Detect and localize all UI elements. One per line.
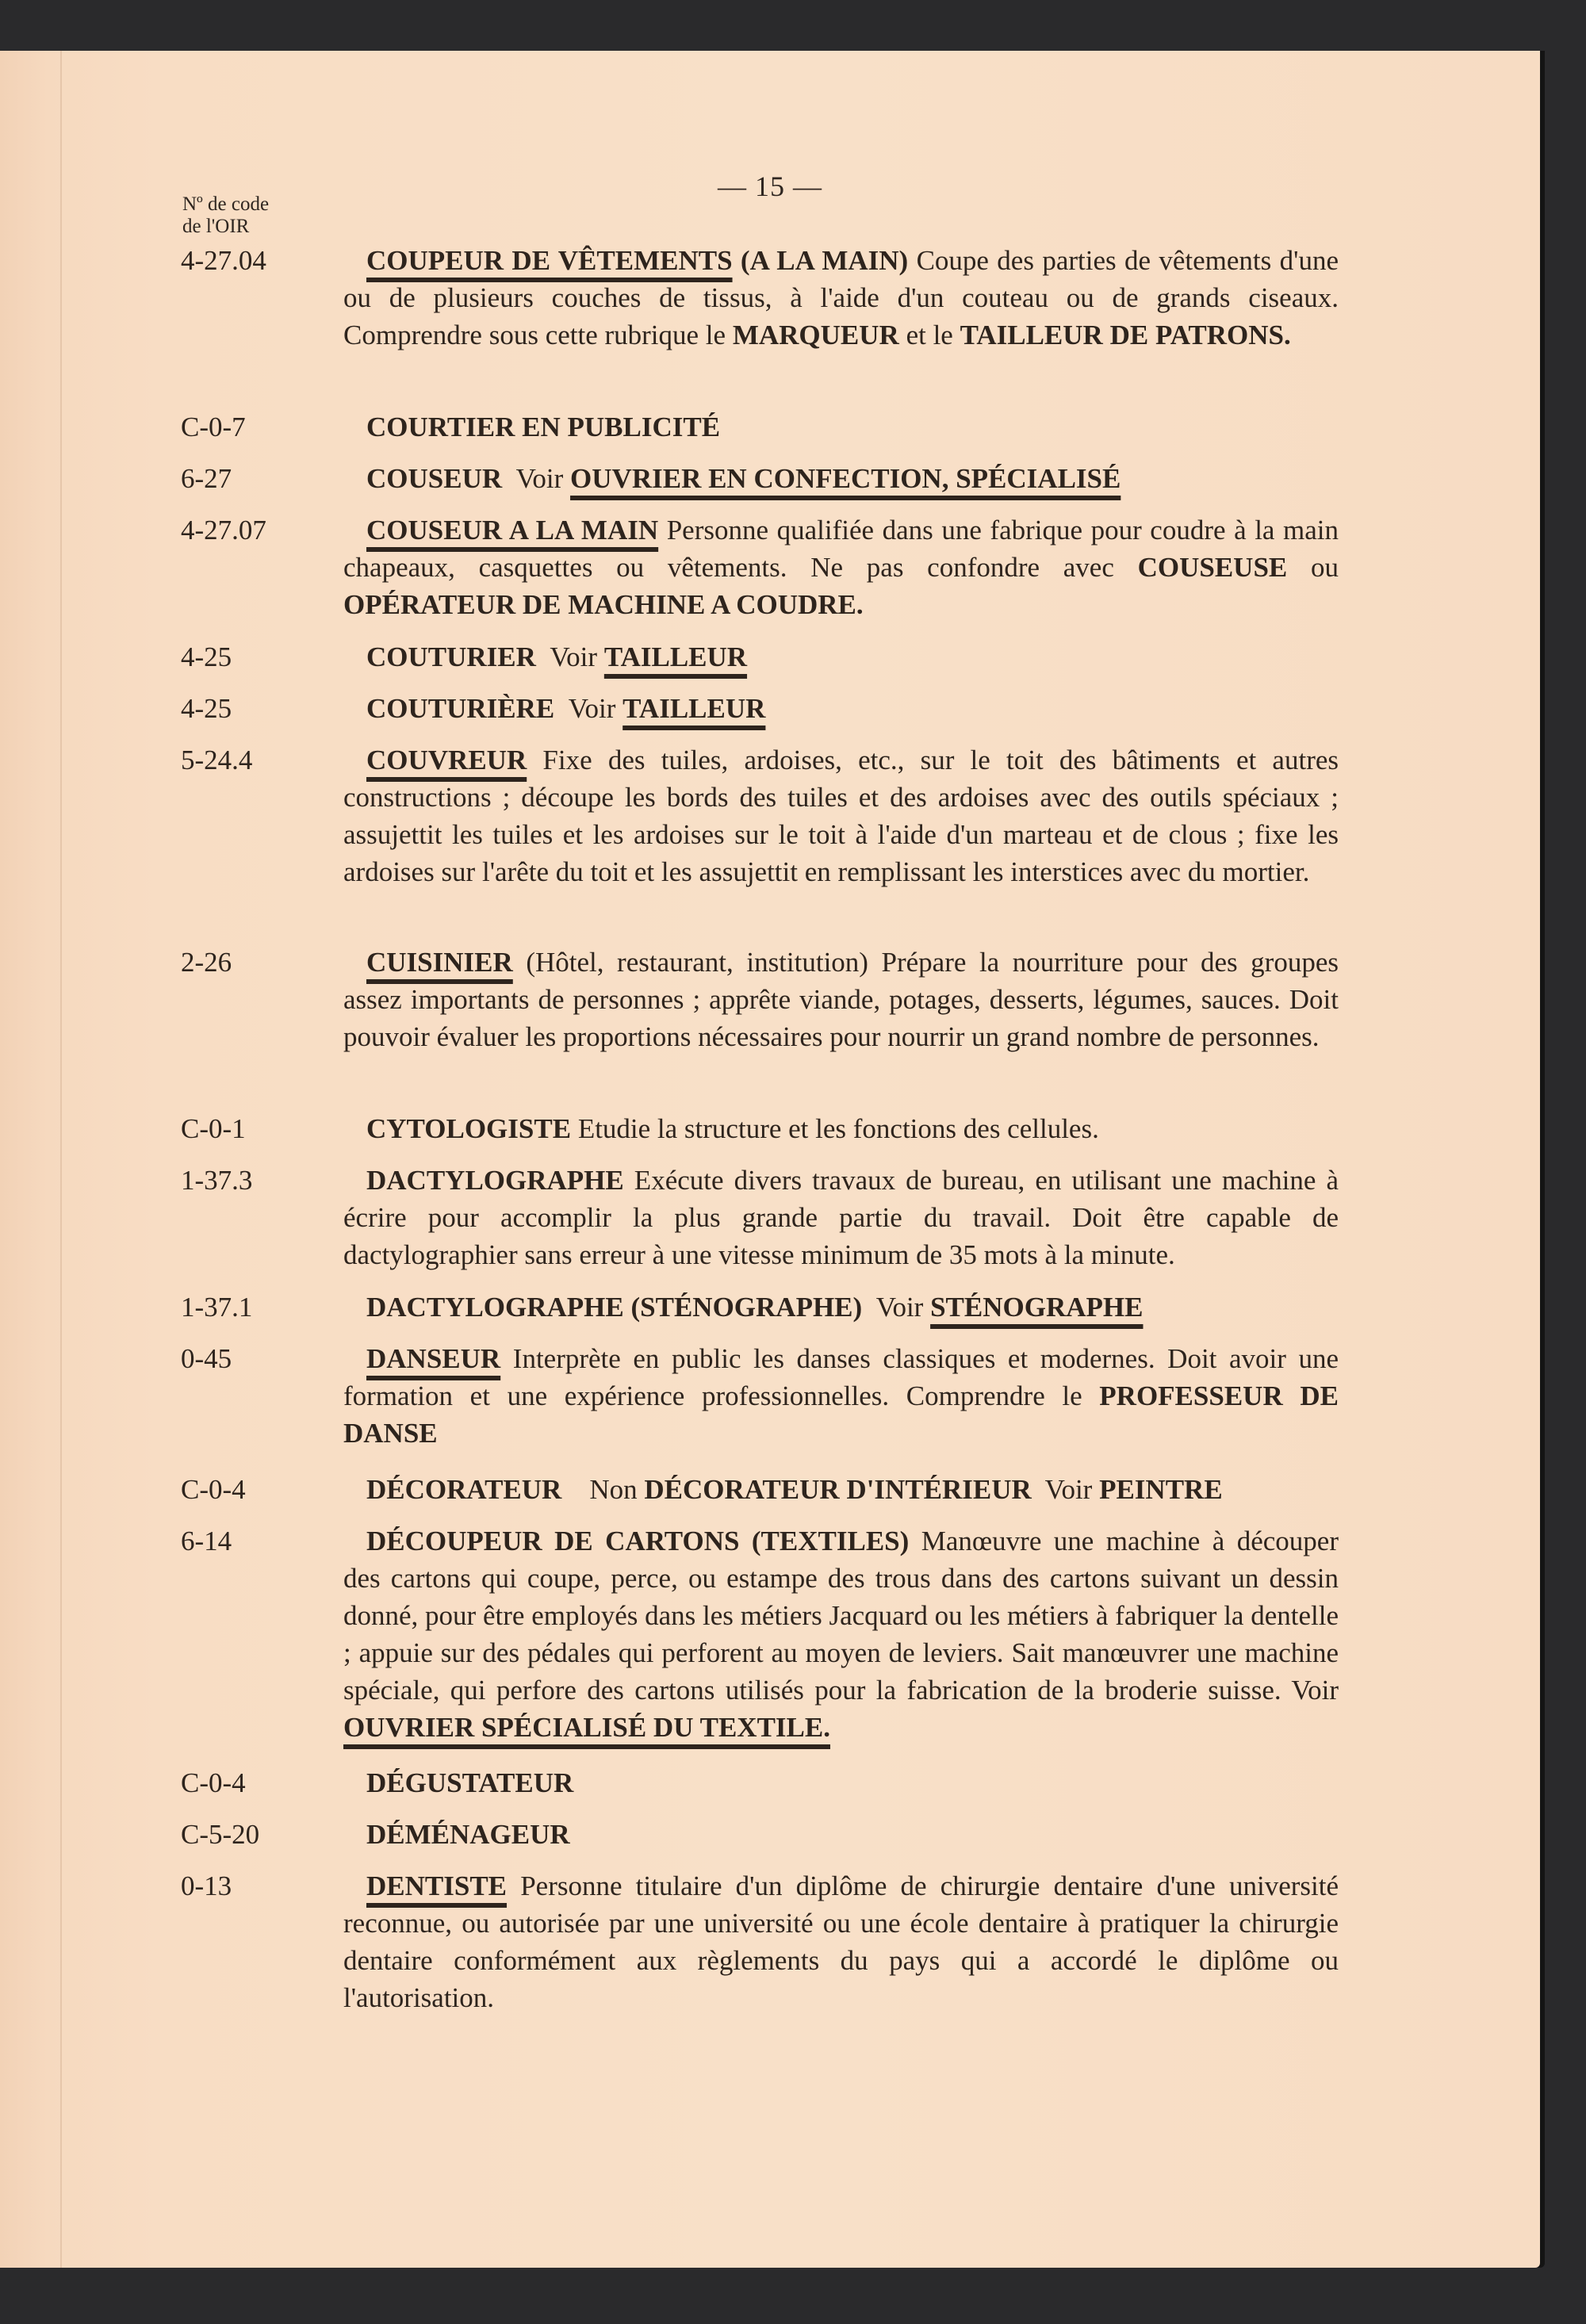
entry-code: 4-27.04 xyxy=(181,245,266,276)
entry-definition: Personne titulaire d'un diplôme de chirurgie dentaire d'une université reconnue, ou autorisée par une université ou une école dentaire à pratiquer la chirurgie dentaire conformément aux règlements du pays qui a accordé le diplôme ou l'autorisation. xyxy=(343,1870,1339,2013)
entry-headword: DACTYLOGRAPHE xyxy=(366,1165,624,1196)
entry-connector: ou xyxy=(1287,552,1339,583)
entry-headword: COUSEUR A LA MAIN xyxy=(366,515,659,546)
entry-cytologiste xyxy=(181,1110,1339,1147)
entry-headword: CUISINIER xyxy=(366,947,513,978)
entry-code: 6-27 xyxy=(181,463,232,494)
entry-headword: DÉGUSTATEUR xyxy=(366,1767,574,1798)
cross-reference-link[interactable]: TAILLEUR xyxy=(603,641,748,672)
entry-code: 4-25 xyxy=(181,641,232,672)
entry-courtier-en-publicite xyxy=(181,408,1339,446)
entry-code: 1-37.1 xyxy=(181,1292,253,1323)
entry-body xyxy=(343,460,1339,497)
column-header-line-2: de l'OIR xyxy=(182,216,250,237)
entry-qualifier: (A LA MAIN) xyxy=(732,245,909,276)
entry-body xyxy=(343,242,1339,354)
entry-body xyxy=(343,1816,1339,1853)
entry-body xyxy=(343,1522,1339,1746)
cross-reference-link[interactable]: STÉNOGRAPHE xyxy=(930,1292,1144,1323)
entry-code: 0-13 xyxy=(181,1870,232,1901)
entry-definition: Personne qualifiée dans une fabrique pour coudre à la main chapeaux, casquettes ou vêtements. Ne pas confondre avec xyxy=(343,515,1339,583)
entry-headword: COUSEUR xyxy=(366,463,503,494)
entry-body xyxy=(343,944,1339,1055)
entry-reference: PEINTRE xyxy=(1099,1474,1223,1505)
entry-headword: DÉCORATEUR xyxy=(366,1474,562,1505)
entry-body xyxy=(343,1340,1339,1452)
column-header-line-1: Nº de code xyxy=(182,193,270,215)
entry-body xyxy=(343,1110,1339,1147)
cross-reference-link[interactable]: OUVRIER SPÉCIALISÉ DU TEXTILE. xyxy=(343,1712,830,1743)
entry-headword: DÉMÉNAGEUR xyxy=(366,1819,570,1850)
entry-reference: MARQUEUR xyxy=(732,320,899,350)
entry-headword: COURTIER EN PUBLICITÉ xyxy=(366,412,721,442)
entry-code: C-0-7 xyxy=(181,412,246,442)
entry-reference: PROFESSEUR DE DANSE xyxy=(343,1380,1339,1449)
entry-body xyxy=(343,638,1339,676)
see-label: Voir xyxy=(568,693,616,724)
entry-dactylographe xyxy=(181,1162,1339,1273)
entry-couseur xyxy=(181,460,1339,497)
entry-body xyxy=(343,1162,1339,1273)
entry-reference: DÉCORATEUR D'INTÉRIEUR xyxy=(644,1474,1032,1505)
entry-code: 1-37.3 xyxy=(181,1165,253,1196)
entry-definition: Manœuvre une machine à découper des cartons qui coupe, perce, ou estampe des trous dans des cartons suivant un dessin donné, pour être employés dans les métiers Jacquard ou les métiers à fabriquer la dentelle ; appuie sur des pédales qui perforent au moyen de leviers. Sait manœuvrer une machine spéciale, qui perfore des cartons utilisés pour la fabrication de la broderie suisse. Voir xyxy=(343,1526,1339,1706)
entry-headword: DENTISTE xyxy=(366,1870,508,1901)
entry-couturier xyxy=(181,638,1339,676)
entry-definition: Non xyxy=(561,1474,645,1505)
entry-headword: COUTURIER xyxy=(366,641,536,672)
entry-code: C-0-1 xyxy=(181,1113,246,1144)
entry-headword: DACTYLOGRAPHE (STÉNOGRAPHE) xyxy=(366,1292,863,1323)
see-label: Voir xyxy=(550,641,598,672)
entry-couseur-a-la-main xyxy=(181,511,1339,623)
entry-body xyxy=(343,1288,1339,1326)
column-header xyxy=(182,193,269,238)
entry-demenageur xyxy=(181,1816,1339,1853)
entry-headword: COUVREUR xyxy=(366,745,527,775)
entry-dentiste xyxy=(181,1867,1339,2016)
entry-body xyxy=(343,511,1339,623)
entry-headword: COUPEUR DE VÊTEMENTS xyxy=(366,245,733,276)
entry-body xyxy=(343,1867,1339,2016)
document-page xyxy=(0,51,1540,2268)
entry-code: C-5-20 xyxy=(181,1819,260,1850)
entry-code: 0-45 xyxy=(181,1343,232,1374)
entry-headword: COUTURIÈRE xyxy=(366,693,555,724)
entry-code: C-0-4 xyxy=(181,1767,246,1798)
entry-dactylographe-stenographe xyxy=(181,1288,1339,1326)
entry-decorateur xyxy=(181,1471,1339,1508)
entry-coupeur-de-vetements xyxy=(181,242,1339,354)
entry-body xyxy=(343,1471,1339,1508)
entry-definition: Coupe des parties de vêtements d'une ou de plusieurs couches de tissus, à l'aide d'un couteau ou de grands ciseaux. Comprendre sous cette rubrique le xyxy=(343,245,1339,350)
page-number: — 15 — xyxy=(718,170,822,202)
entry-code: C-0-4 xyxy=(181,1474,246,1505)
entry-definition: (Hôtel, restaurant, institution) Prépare la nourriture pour des groupes assez importants de personnes ; apprête viande, potages, desserts, légumes, sauces. Doit pouvoir évaluer les proportions nécessaires pour nourrir un grand nombre de personnes. xyxy=(343,947,1339,1052)
entry-couvreur xyxy=(181,741,1339,890)
entry-headword: DÉCOUPEUR DE CARTONS (TEXTILES) xyxy=(366,1526,910,1556)
see-label: Voir xyxy=(875,1292,924,1323)
entry-body xyxy=(343,741,1339,890)
entry-body xyxy=(343,690,1339,727)
page-fold-line xyxy=(60,51,62,2268)
entry-code: 4-25 xyxy=(181,693,232,724)
entry-definition: Interprète en public les danses classiques et modernes. Doit avoir une formation et une expérience professionnelles. Comprendre le xyxy=(343,1343,1339,1411)
entry-connector: Voir xyxy=(1031,1474,1100,1505)
cross-reference-link[interactable]: TAILLEUR xyxy=(623,693,766,724)
entry-code: 5-24.4 xyxy=(181,745,253,775)
entry-couturiere xyxy=(181,690,1339,727)
entry-cuisinier xyxy=(181,944,1339,1055)
entry-definition: Etudie la structure et les fonctions des cellules. xyxy=(571,1113,1099,1144)
entry-connector: et le xyxy=(898,320,960,350)
entry-headword: DANSEUR xyxy=(366,1343,501,1374)
entry-definition: Fixe des tuiles, ardoises, etc., sur le toit des bâtiments et autres constructions ; découpe les bords des tuiles et des ardoises avec des outils spéciaux ; assujettit les tuiles et les ardoises sur le toit à l'aide d'un marteau et de clous ; fixe les ardoises sur l'arête du toit et les assujettit en remplissant les interstices avec du mortier. xyxy=(343,745,1339,887)
entry-definition: Exécute divers travaux de bureau, en utilisant une machine à écrire pour accomplir la plus grande partie du travail. Doit être capable de dactylographier sans erreur à une vitesse minimum de 35 mots à la minute. xyxy=(343,1165,1339,1270)
entry-code: 6-14 xyxy=(181,1526,232,1556)
entry-reference: COUSEUSE xyxy=(1137,552,1288,583)
entry-decoupeur-de-cartons xyxy=(181,1522,1339,1746)
entry-headword: CYTOLOGISTE xyxy=(366,1113,572,1144)
entry-danseur xyxy=(181,1340,1339,1452)
entry-reference: OPÉRATEUR DE MACHINE A COUDRE. xyxy=(343,589,864,620)
see-label: Voir xyxy=(515,463,564,494)
cross-reference-link[interactable]: OUVRIER EN CONFECTION, SPÉCIALISÉ xyxy=(570,463,1121,494)
entry-code: 4-27.07 xyxy=(181,515,266,546)
entry-code: 2-26 xyxy=(181,947,232,978)
entry-degustateur xyxy=(181,1764,1339,1801)
entry-reference: TAILLEUR DE PATRONS. xyxy=(960,320,1291,350)
entry-body xyxy=(343,408,1339,446)
entry-body xyxy=(343,1764,1339,1801)
